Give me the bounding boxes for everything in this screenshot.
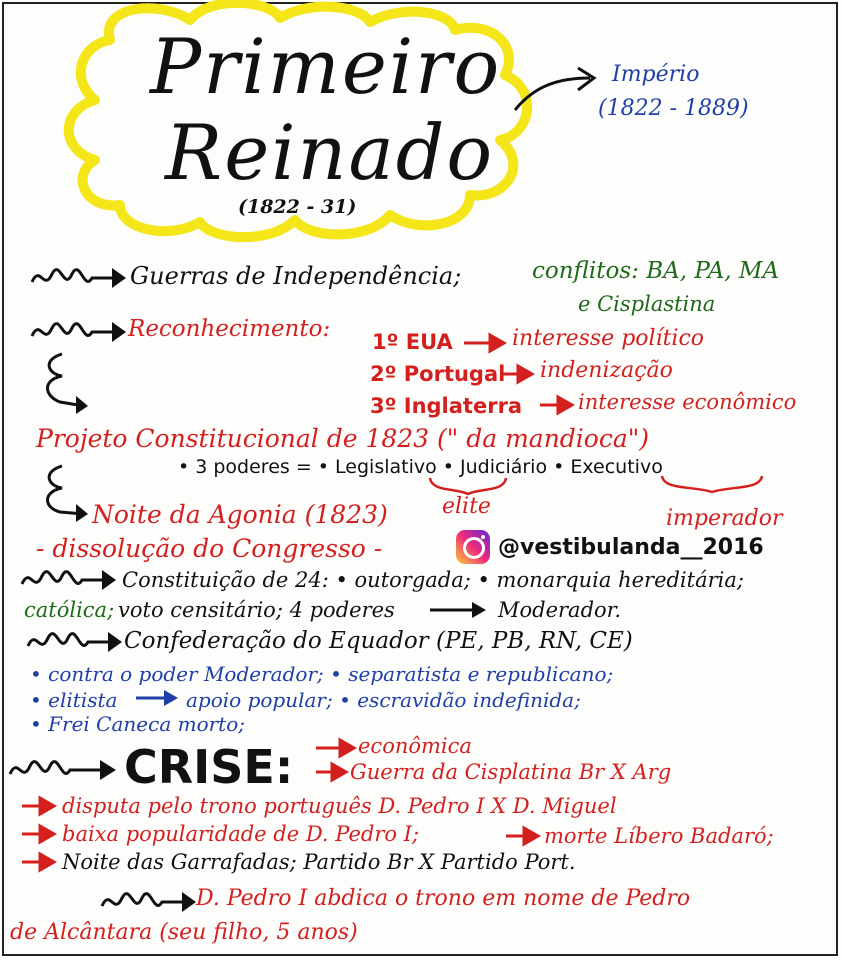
recognition-result-1: interesse político (512, 326, 705, 351)
constitutional-project: Projeto Constitucional de 1823 (" da mandioca") (36, 424, 650, 453)
confederation-point-1: • contra o poder Moderador; • separatista e republicano; (30, 662, 614, 686)
crisis-cisplatine-war: Guerra da Cisplatina Br X Arg (350, 760, 672, 784)
reign-dates: (1822 - 31) (238, 196, 357, 218)
census-vote: voto censitário; 4 poderes (118, 598, 395, 622)
abdication-line-2: de Alcântara (seu filho, 5 anos) (10, 920, 358, 945)
crisis-economic: econômica (358, 734, 472, 758)
loop-arrow-icon (100, 888, 210, 918)
empire-label: Império (612, 62, 700, 87)
recognition-label: Reconhecimento: (128, 316, 331, 342)
moderator-power: Moderador. (498, 598, 622, 622)
elite-label: elite (442, 494, 491, 519)
recognition-result-3: interesse econômico (578, 390, 797, 414)
empire-dates: (1822 - 1889) (598, 96, 749, 121)
congress-dissolution: - dissolução do Congresso - (36, 534, 383, 563)
conflicts-text: conflitos: BA, PA, MA (532, 258, 780, 284)
crisis-heading: CRISE: (124, 740, 294, 794)
page-title-line1: Primeiro (150, 22, 502, 111)
recognition-item-1: 1º EUA (372, 330, 453, 354)
conflicts-text-2: e Cisplastina (578, 292, 716, 316)
three-powers: • 3 poderes = • Legislativo • Judiciário • Executivo (178, 456, 663, 478)
catholic-label: católica; (24, 598, 115, 622)
throne-dispute: disputa pelo trono português D. Pedro I X D. Miguel (62, 794, 617, 818)
emperor-label: imperador (666, 506, 783, 531)
confederation-point-2b: apoio popular; • escravidão indefinida; (186, 688, 581, 712)
confederation-point-2a: • elitista (30, 688, 118, 712)
recognition-item-3: 3º Inglaterra (370, 394, 523, 418)
abdication-line-1: D. Pedro I abdica o trono em nome de Pedro (196, 886, 691, 911)
page-title-line2: Reinado (165, 108, 495, 197)
watermark-handle: @vestibulanda__2016 (498, 535, 764, 560)
confederation-point-3: • Frei Caneca morto; (30, 712, 245, 736)
recognition-item-2: 2º Portugal (370, 362, 506, 386)
badaro-death: morte Líbero Badaró; (544, 824, 774, 848)
recognition-result-2: indenização (540, 358, 673, 383)
constitution-1824: Constituição de 24: • outorgada; • monarquia hereditária; (122, 568, 744, 592)
equator-confederation: Confederação do Equador (PE, PB, RN, CE) (124, 628, 633, 654)
low-popularity: baixa popularidade de D. Pedro I; (62, 822, 420, 846)
night-of-agony: Noite da Agonia (1823) (92, 500, 388, 529)
bottles-night: Noite das Garrafadas; Partido Br X Partido Port. (62, 850, 576, 874)
wars-text: Guerras de Independência; (130, 262, 462, 290)
